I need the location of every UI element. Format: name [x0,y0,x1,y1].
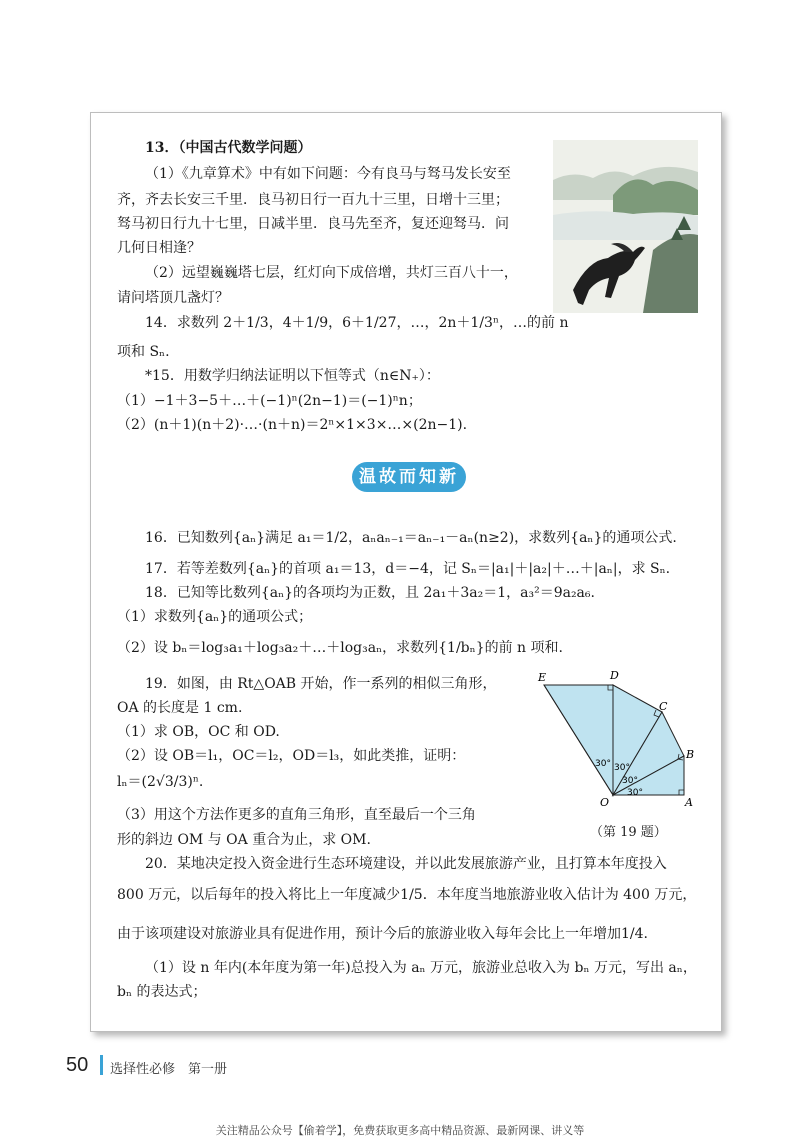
problem-19-line: OA 的长度是 1 cm. [117,700,243,716]
angle-label: 30° [627,788,643,798]
problem-13-line: 驽马初日行九十七里，日减半里．良马先至齐，复还迎驽马．问 [117,216,509,232]
problem-13-line: （2）远望巍巍塔七层，红灯向下成倍增，共灯三百八十一， [145,265,518,281]
problem-19-line: 形的斜边 OM 与 OA 重合为止，求 OM. [117,832,371,848]
problem-19-line: （3）用这个方法作更多的直角三角形，直至最后一个三角 [117,807,476,823]
page-number-divider [100,1055,103,1075]
label-E: E [538,671,547,684]
problem-18-title: 18．已知等比数列{aₙ}的各项均为正数，且 2a₁＋3a₂＝1，a₃²＝9a₂a₆. [145,585,595,601]
section-heading-badge [352,462,466,492]
problem-20-line: bₙ 的表达式； [117,984,207,1000]
label-A: A [685,796,693,808]
problem-18-line: （2）设 bₙ＝log₃a₁＋log₃a₂＋…＋log₃aₙ，求数列{1/bₙ}的前 n 项和. [117,640,563,656]
problem-20-line: （1）设 n 年内(本年度为第一年)总投入为 aₙ 万元，旅游业总收入为 bₙ 万元，写出 aₙ， [145,960,697,976]
problem-13-line: 齐，齐去长安三千里．良马初日行一百九十三里，日增十三里； [117,192,509,208]
problem-19-line: 19．如图，由 Rt△OAB 开始，作一系列的相似三角形， [145,676,497,692]
problem-13-line: （1）《九章算术》中有如下问题：今有良马与驽马发长安至 [145,166,511,182]
problem-14-line: 14．求数列 2＋1/3，4＋1/9，6＋1/27，…，2n＋1/3ⁿ，…的前 n [145,315,569,331]
problem-20-line: 20．某地决定投入资金进行生态环境建设，并以此发展旅游产业，且打算本年度投入 [145,856,667,872]
section-heading: 温故而知新 [359,467,459,487]
landscape-horse-illustration [553,140,698,313]
problem-13-title: 13．（中国古代数学问题） [145,140,312,156]
footer-notice: 关注精品公众号【偷着学】，免费获取更多高中精品资源、最新网课、讲义等 [215,1124,585,1137]
problem-19-line: lₙ＝(2√3/3)ⁿ. [117,774,204,790]
problem-17: 17．若等差数列{aₙ}的首项 a₁＝13，d＝−4，记 Sₙ＝|a₁|＋|a₂|＋…＋|aₙ|，求 Sₙ. [145,561,671,577]
page-number: 50 [66,1054,89,1076]
problem-19-line: （2）设 OB＝l₁，OC＝l₂，OD＝l₃，如此类推，证明： [117,748,466,764]
problem-20-line: 800 万元，以后每年的投入将比上一年度减少1/5．本年度当地旅游业收入估计为 400 万元， [117,887,697,903]
book-title: 选择性必修 第一册 [110,1062,228,1077]
label-D: D [610,669,619,682]
problem-13-line: 请问塔顶几盏灯？ [117,290,229,306]
problem-15-line: （1）−1＋3−5＋…＋(−1)ⁿ(2n−1)＝(−1)ⁿn； [117,393,422,409]
label-C: C [659,700,668,713]
problem-20-line: 由于该项建设对旅游业具有促进作用，预计今后的旅游业收入每年会比上一年增加1/4. [117,926,648,942]
label-O: O [600,796,610,808]
problem-15-line: （2）(n＋1)(n＋2)·…·(n＋n)＝2ⁿ×1×3×…×(2n−1). [117,417,468,433]
similar-triangles-figure [536,668,706,808]
angle-label: 30° [595,759,611,769]
problem-16: 16．已知数列{aₙ}满足 a₁＝1/2，aₙaₙ₋₁＝aₙ₋₁－aₙ(n≥2)，求数列{aₙ}的通项公式. [145,530,677,546]
problem-15-title: *15．用数学归纳法证明以下恒等式（n∈N₊）： [145,368,440,384]
problem-18-line: （1）求数列{aₙ}的通项公式； [117,609,313,625]
problem-19-line: （1）求 OB，OC 和 OD. [117,724,280,740]
problem-13-line: 几何日相逢？ [117,240,201,256]
figure-caption: （第 19 题） [590,825,667,840]
angle-label: 30° [614,763,630,773]
angle-label: 30° [622,776,638,786]
problem-14-line: 项和 Sₙ. [117,344,170,360]
label-B: B [686,748,695,761]
